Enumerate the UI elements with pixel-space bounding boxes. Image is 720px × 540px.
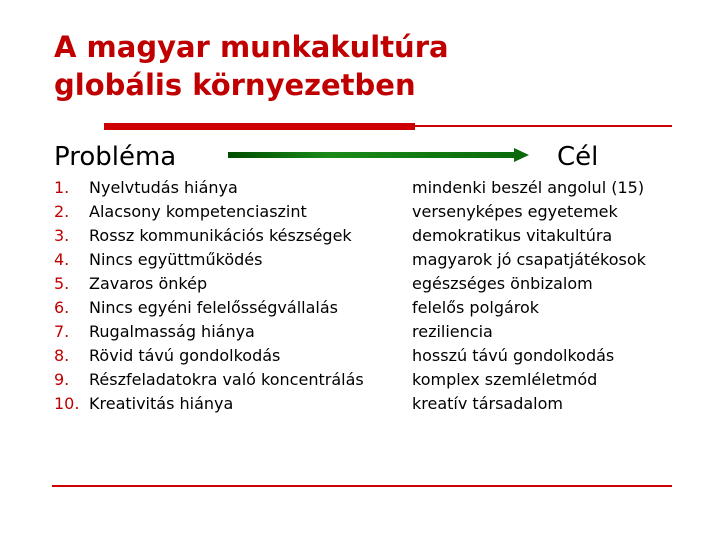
list-item	[54, 224, 694, 248]
problem-text: Zavaros önkép	[89, 274, 208, 293]
list-item	[54, 200, 694, 224]
goal-text: magyarok jó csapatjátékosok	[412, 250, 646, 269]
title-underline-thin	[415, 125, 672, 127]
goal-text: komplex szemléletmód	[412, 370, 598, 389]
list-item	[54, 368, 694, 392]
problem-goal-list	[54, 176, 694, 416]
goal-text: mindenki beszél angolul (15)	[412, 178, 645, 197]
problem-column-header: Probléma	[54, 142, 177, 172]
item-number: 8.	[54, 346, 70, 365]
problem-text: Nincs együttműködés	[89, 250, 263, 269]
item-number: 9.	[54, 370, 70, 389]
title-line-2: globális környezetben	[54, 68, 416, 102]
problem-text: Alacsony kompetenciaszint	[89, 202, 307, 221]
list-item	[54, 344, 694, 368]
title-line-1: A magyar munkakultúra	[54, 30, 449, 64]
item-number: 5.	[54, 274, 70, 293]
problem-text: Kreativitás hiánya	[89, 394, 234, 413]
problem-text: Nyelvtudás hiánya	[89, 178, 238, 197]
goal-text: hosszú távú gondolkodás	[412, 346, 615, 365]
item-number: 1.	[54, 178, 70, 197]
problem-text: Részfeladatokra való koncentrálás	[89, 370, 364, 389]
problem-text: Rugalmasság hiánya	[89, 322, 255, 341]
goal-text: demokratikus vitakultúra	[412, 226, 613, 245]
footer-rule	[52, 485, 672, 487]
goal-text: versenyképes egyetemek	[412, 202, 618, 221]
list-item	[54, 320, 694, 344]
item-number: 6.	[54, 298, 70, 317]
right-arrow-icon	[228, 147, 530, 163]
item-number: 7.	[54, 322, 70, 341]
goal-column-header: Cél	[557, 142, 599, 172]
list-item	[54, 272, 694, 296]
slide-title	[54, 28, 674, 104]
list-item	[54, 392, 694, 416]
item-number: 4.	[54, 250, 70, 269]
problem-text: Rövid távú gondolkodás	[89, 346, 281, 365]
item-number: 10.	[54, 394, 80, 413]
goal-text: felelős polgárok	[412, 298, 540, 317]
title-underline-thick	[104, 123, 415, 130]
list-item	[54, 296, 694, 320]
problem-text: Rossz kommunikációs készségek	[89, 226, 352, 245]
goal-text: kreatív társadalom	[412, 394, 563, 413]
item-number: 3.	[54, 226, 70, 245]
list-item	[54, 248, 694, 272]
item-number: 2.	[54, 202, 70, 221]
goal-text: reziliencia	[412, 322, 493, 341]
goal-text: egészséges önbizalom	[412, 274, 593, 293]
problem-text: Nincs egyéni felelősségvállalás	[89, 298, 338, 317]
list-item	[54, 176, 694, 200]
